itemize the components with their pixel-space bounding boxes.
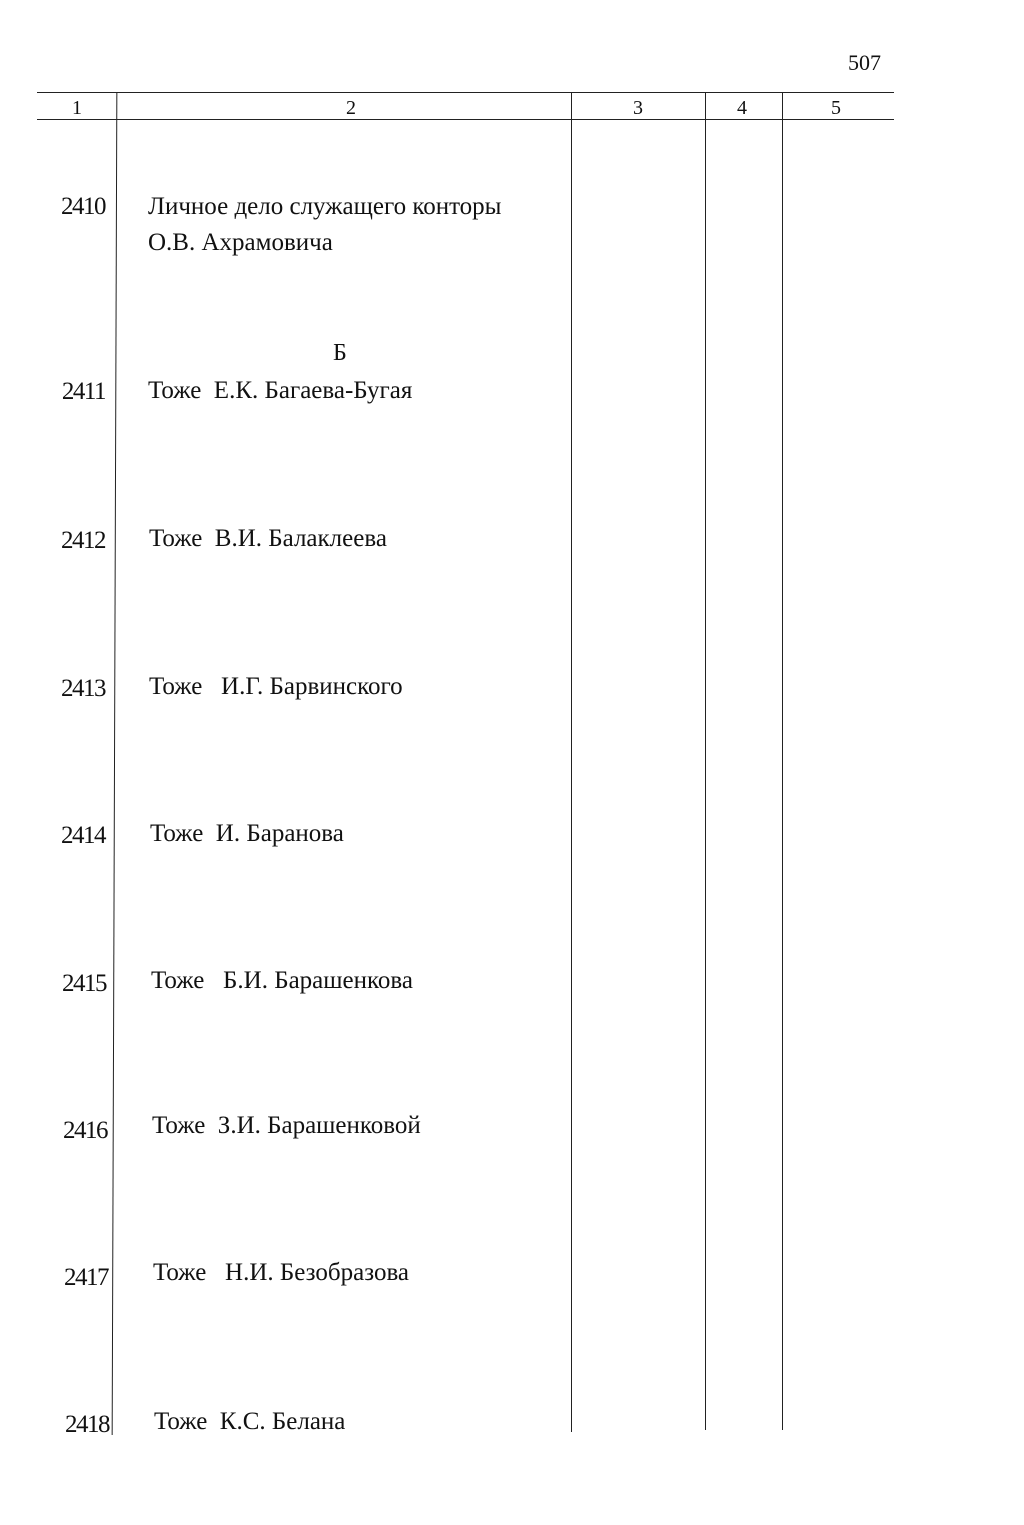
column-divider-3 bbox=[705, 92, 706, 1430]
case-number: 2418 bbox=[65, 1411, 109, 1438]
case-title-line-1: Личное дело служащего конторы bbox=[148, 193, 502, 220]
column-divider-2 bbox=[571, 92, 572, 1432]
case-number: 2414 bbox=[61, 822, 105, 849]
table-header-rule bbox=[37, 119, 894, 120]
column-header-3: 3 bbox=[633, 97, 643, 119]
case-title: Тоже В.И. Балаклеева bbox=[149, 525, 387, 552]
column-divider-4 bbox=[782, 92, 783, 1430]
table-top-rule bbox=[37, 92, 894, 93]
column-header-4: 4 bbox=[737, 97, 747, 119]
case-title: Тоже З.И. Барашенковой bbox=[152, 1112, 421, 1139]
case-title: Тоже Е.К. Багаева-Бугая bbox=[148, 377, 413, 404]
case-number: 2416 bbox=[63, 1117, 107, 1144]
case-number: 2413 bbox=[61, 675, 105, 702]
page-number: 507 bbox=[848, 50, 881, 75]
case-number: 2410 bbox=[61, 193, 105, 220]
case-title: Тоже И.Г. Барвинского bbox=[149, 673, 403, 700]
case-number: 2417 bbox=[64, 1264, 108, 1291]
case-title-line-2: О.В. Ахрамовича bbox=[148, 229, 333, 256]
case-title: Тоже И. Баранова bbox=[150, 820, 344, 847]
column-header-2: 2 bbox=[346, 97, 356, 119]
case-number: 2412 bbox=[61, 527, 105, 554]
case-number: 2411 bbox=[61, 378, 105, 405]
column-header-1: 1 bbox=[72, 97, 82, 119]
case-number: 2415 bbox=[62, 970, 106, 997]
case-title: Тоже К.С. Белана bbox=[154, 1408, 346, 1435]
section-letter: Б bbox=[333, 340, 347, 366]
case-title bbox=[148, 193, 501, 257]
column-header-5: 5 bbox=[831, 97, 841, 119]
column-divider-1 bbox=[112, 92, 118, 1435]
case-title: Тоже Б.И. Барашенкова bbox=[151, 967, 413, 994]
case-title: Тоже Н.И. Безобразова bbox=[153, 1259, 410, 1286]
